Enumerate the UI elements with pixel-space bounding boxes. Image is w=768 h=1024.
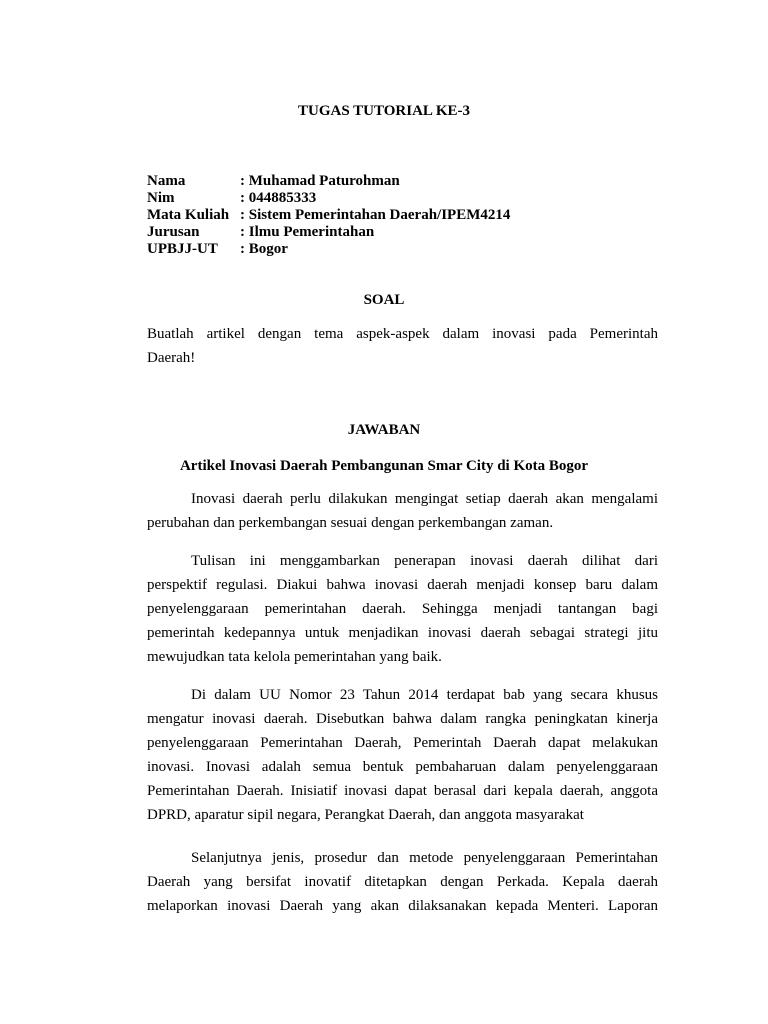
- identity-row-nama: [147, 173, 510, 190]
- identity-row-upbjj: [147, 241, 510, 258]
- paragraph-line: Di dalam UU Nomor 23 Tahun 2014 terdapat bab yang secara khusus: [191, 687, 658, 703]
- paragraph-4: [147, 850, 658, 922]
- identity-value: : Ilmu Pemerintahan: [240, 224, 375, 240]
- identity-label: Jurusan: [147, 224, 200, 240]
- paragraph-1: [147, 491, 658, 539]
- paragraph-line: DPRD, aparatur sipil negara, Perangkat Daerah, dan anggota masyarakat: [147, 807, 584, 823]
- paragraph-line: Selanjutnya jenis, prosedur dan metode penyelenggaraan Pemerintahan: [191, 850, 658, 866]
- article-title: Artikel Inovasi Daerah Pembangunan Smar City di Kota Bogor: [179, 458, 589, 474]
- paragraph-line: Pemerintahan Daerah. Inisiatif inovasi dapat berasal dari kepala daerah, anggota: [147, 783, 658, 799]
- soal-heading: SOAL: [363, 292, 405, 308]
- jawaban-heading: JAWABAN: [347, 422, 421, 438]
- identity-value: : Bogor: [240, 241, 288, 257]
- paragraph-line: penyelenggaraan Pemerintahan Daerah, Pemerintah Daerah dapat melakukan: [147, 735, 658, 751]
- identity-label: Mata Kuliah: [147, 207, 230, 223]
- paragraph-line: penyelenggaraan pemerintahan daerah. Sehingga menjadi tantangan bagi: [147, 601, 658, 617]
- paragraph-3: [147, 687, 658, 831]
- paragraph-line: mengatur inovasi daerah. Disebutkan bahwa dalam rangka peningkatan kinerja: [147, 711, 658, 727]
- paragraph-line: inovasi. Inovasi adalah semua bentuk pembaharuan dalam penyelenggaraan: [147, 759, 658, 775]
- paragraph-line: Tulisan ini menggambarkan penerapan inovasi daerah dilihat dari: [191, 553, 658, 569]
- question-line: Daerah!: [147, 350, 196, 366]
- document-title: TUGAS TUTORIAL KE-3: [298, 103, 470, 119]
- identity-value: : Sistem Pemerintahan Daerah/IPEM4214: [240, 207, 511, 223]
- identity-value: : Muhamad Paturohman: [240, 173, 400, 189]
- identity-row-jurusan: [147, 224, 510, 241]
- identity-label: Nama: [147, 173, 186, 189]
- paragraph-line: Daerah yang bersifat inovatif ditetapkan dengan Perkada. Kepala daerah: [147, 874, 658, 890]
- paragraph-line: Inovasi daerah perlu dilakukan mengingat setiap daerah akan mengalami: [191, 491, 658, 507]
- identity-value: : 044885333: [240, 190, 317, 206]
- identity-label: UPBJJ-UT: [147, 241, 218, 257]
- paragraph-line: mewujudkan tata kelola pemerintahan yang baik.: [147, 649, 442, 665]
- identity-label: Nim: [147, 190, 175, 206]
- identity-row-mata-kuliah: [147, 207, 510, 224]
- identity-row-nim: [147, 190, 510, 207]
- paragraph-2: [147, 553, 658, 673]
- paragraph-line: melaporkan inovasi Daerah yang akan dilaksanakan kepada Menteri. Laporan: [147, 898, 658, 914]
- question-line: Buatlah artikel dengan tema aspek-aspek dalam inovasi pada Pemerintah: [147, 326, 658, 342]
- question-paragraph: [147, 326, 658, 374]
- paragraph-line: perubahan dan perkembangan sesuai dengan perkembangan zaman.: [147, 515, 554, 531]
- identity-block: [147, 173, 510, 258]
- paragraph-line: perspektif regulasi. Diakui bahwa inovasi daerah menjadi konsep baru dalam: [147, 577, 658, 593]
- paragraph-line: pemerintah kedepannya untuk menjadikan inovasi daerah sebagai strategi jitu: [147, 625, 658, 641]
